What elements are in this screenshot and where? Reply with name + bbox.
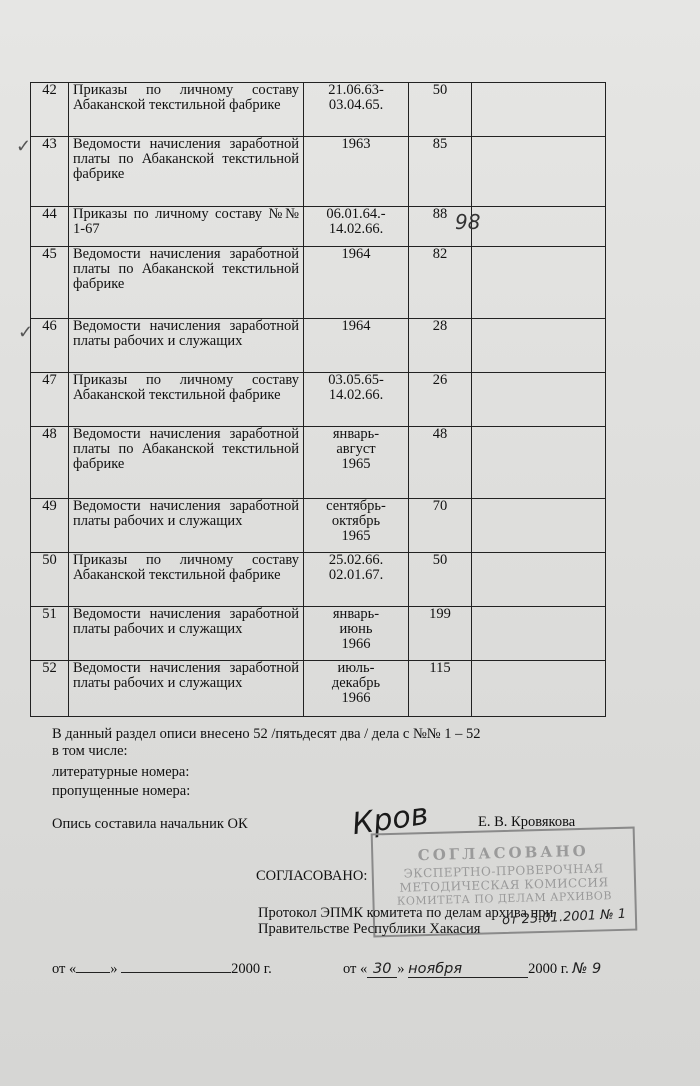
handwritten-correction: 98 (455, 210, 481, 234)
table-row (31, 373, 606, 427)
date-right-suffix: 2000 г. (528, 961, 569, 977)
row-date: январь- август 1965 (304, 427, 409, 499)
row-title: Приказы по личному составу Абаканской текстильной фабрике (69, 83, 304, 137)
compiled-by-name: Е. В. Кровякова (478, 814, 576, 830)
row-sheets: 26 (409, 373, 472, 427)
row-number: 43 (31, 137, 69, 207)
row-title: Ведомости начисления заработной платы по Абаканской текстильной фабрике (69, 137, 304, 207)
table-row (31, 499, 606, 553)
row-number: 47 (31, 373, 69, 427)
summary-line-4: пропущенные номера: (52, 783, 191, 799)
row-date: 1963 (304, 137, 409, 207)
row-number: 45 (31, 247, 69, 319)
table-row (31, 607, 606, 661)
protocol-line-2: Правительстве Республики Хакасия (258, 921, 481, 937)
row-note (472, 207, 606, 247)
row-date: 06.01.64.- 14.02.66. (304, 207, 409, 247)
row-note (472, 83, 606, 137)
row-sheets: 70 (409, 499, 472, 553)
stamp-line-4: КОМИТЕТА ПО ДЕЛАМ АРХИВОВ (396, 889, 613, 908)
summary-line-3: литературные номера: (52, 764, 190, 780)
table-row (31, 427, 606, 499)
stamp-line-3: МЕТОДИЧЕСКАЯ КОМИССИЯ (399, 875, 609, 895)
table-row (31, 661, 606, 717)
handwritten-protocol: от 25.01.2001 № 1 (501, 906, 627, 929)
row-number: 49 (31, 499, 69, 553)
row-number: 48 (31, 427, 69, 499)
row-date: 03.05.65- 14.02.66. (304, 373, 409, 427)
check-mark-icon: ✓ (16, 136, 32, 156)
row-sheets: 82 (409, 247, 472, 319)
date-left-middle: » (110, 961, 118, 977)
table-row (31, 553, 606, 607)
date-right-number: № 9 (572, 961, 602, 977)
row-number: 51 (31, 607, 69, 661)
row-sheets: 48 (409, 427, 472, 499)
row-title: Ведомости начисления заработной платы по Абаканской текстильной фабрике (69, 427, 304, 499)
row-sheets: 50 (409, 553, 472, 607)
row-title: Приказы по личному составу Абаканской текстильной фабрике (69, 553, 304, 607)
row-note (472, 427, 606, 499)
row-date: 1964 (304, 247, 409, 319)
row-title: Приказы по личному составу Абаканской текстильной фабрике (69, 373, 304, 427)
row-note (472, 373, 606, 427)
row-sheets: 199 (409, 607, 472, 661)
row-title: Приказы по личному составу №№ 1-67 (69, 207, 304, 247)
summary-line-2: в том числе: (52, 743, 128, 759)
date-left (52, 962, 272, 977)
date-right-month: ноября (408, 962, 528, 978)
summary-line-1: В данный раздел описи внесено 52 /пятьдесят два / дела с №№ 1 – 52 (52, 726, 481, 742)
table-row (31, 207, 606, 247)
row-number: 50 (31, 553, 69, 607)
row-date: 25.02.66. 02.01.67. (304, 553, 409, 607)
row-note (472, 661, 606, 717)
table-row (31, 319, 606, 373)
row-note (472, 247, 606, 319)
stamp-line-1: СОГЛАСОВАНО (417, 841, 589, 865)
row-title: Ведомости начисления заработной платы рабочих и служащих (69, 607, 304, 661)
row-sheets: 85 (409, 137, 472, 207)
row-note (472, 137, 606, 207)
stamp-line-2: ЭКСПЕРТНО-ПРОВЕРОЧНАЯ (403, 861, 604, 881)
inventory-table (30, 82, 606, 717)
date-left-prefix: от « (52, 961, 77, 977)
date-right-day: 30 (367, 962, 397, 978)
approval-label: СОГЛАСОВАНО: (256, 868, 368, 884)
row-date: 21.06.63- 03.04.65. (304, 83, 409, 137)
row-number: 42 (31, 83, 69, 137)
row-note (472, 553, 606, 607)
row-number: 52 (31, 661, 69, 717)
date-right-prefix: от « (343, 961, 368, 977)
check-mark-icon: ✓ (18, 322, 34, 342)
protocol-line-1: Протокол ЭПМК комитета по делам архива при (258, 905, 554, 921)
row-sheets: 28 (409, 319, 472, 373)
row-title: Ведомости начисления заработной платы рабочих и служащих (69, 661, 304, 717)
row-number: 46 (31, 319, 69, 373)
date-left-suffix: 2000 г. (231, 961, 272, 977)
row-sheets: 50 (409, 83, 472, 137)
row-sheets: 115 (409, 661, 472, 717)
compiled-by-label: Опись составила начальник ОК (52, 816, 248, 832)
date-right: от « 30 » ноября 2000 г. № 9 (343, 961, 602, 977)
row-number: 44 (31, 207, 69, 247)
row-sheets: 88 (409, 207, 472, 247)
row-note (472, 607, 606, 661)
row-date: сентябрь- октябрь 1965 (304, 499, 409, 553)
row-date: январь- июнь 1966 (304, 607, 409, 661)
table-row (31, 247, 606, 319)
signature: Кров (349, 796, 431, 843)
row-date: июль- декабрь 1966 (304, 661, 409, 717)
row-title: Ведомости начисления заработной платы по Абаканской текстильной фабрике (69, 247, 304, 319)
table-row (31, 137, 606, 207)
row-title: Ведомости начисления заработной платы рабочих и служащих (69, 499, 304, 553)
table-row (31, 83, 606, 137)
row-note (472, 319, 606, 373)
row-note (472, 499, 606, 553)
row-date: 1964 (304, 319, 409, 373)
row-title: Ведомости начисления заработной платы рабочих и служащих (69, 319, 304, 373)
